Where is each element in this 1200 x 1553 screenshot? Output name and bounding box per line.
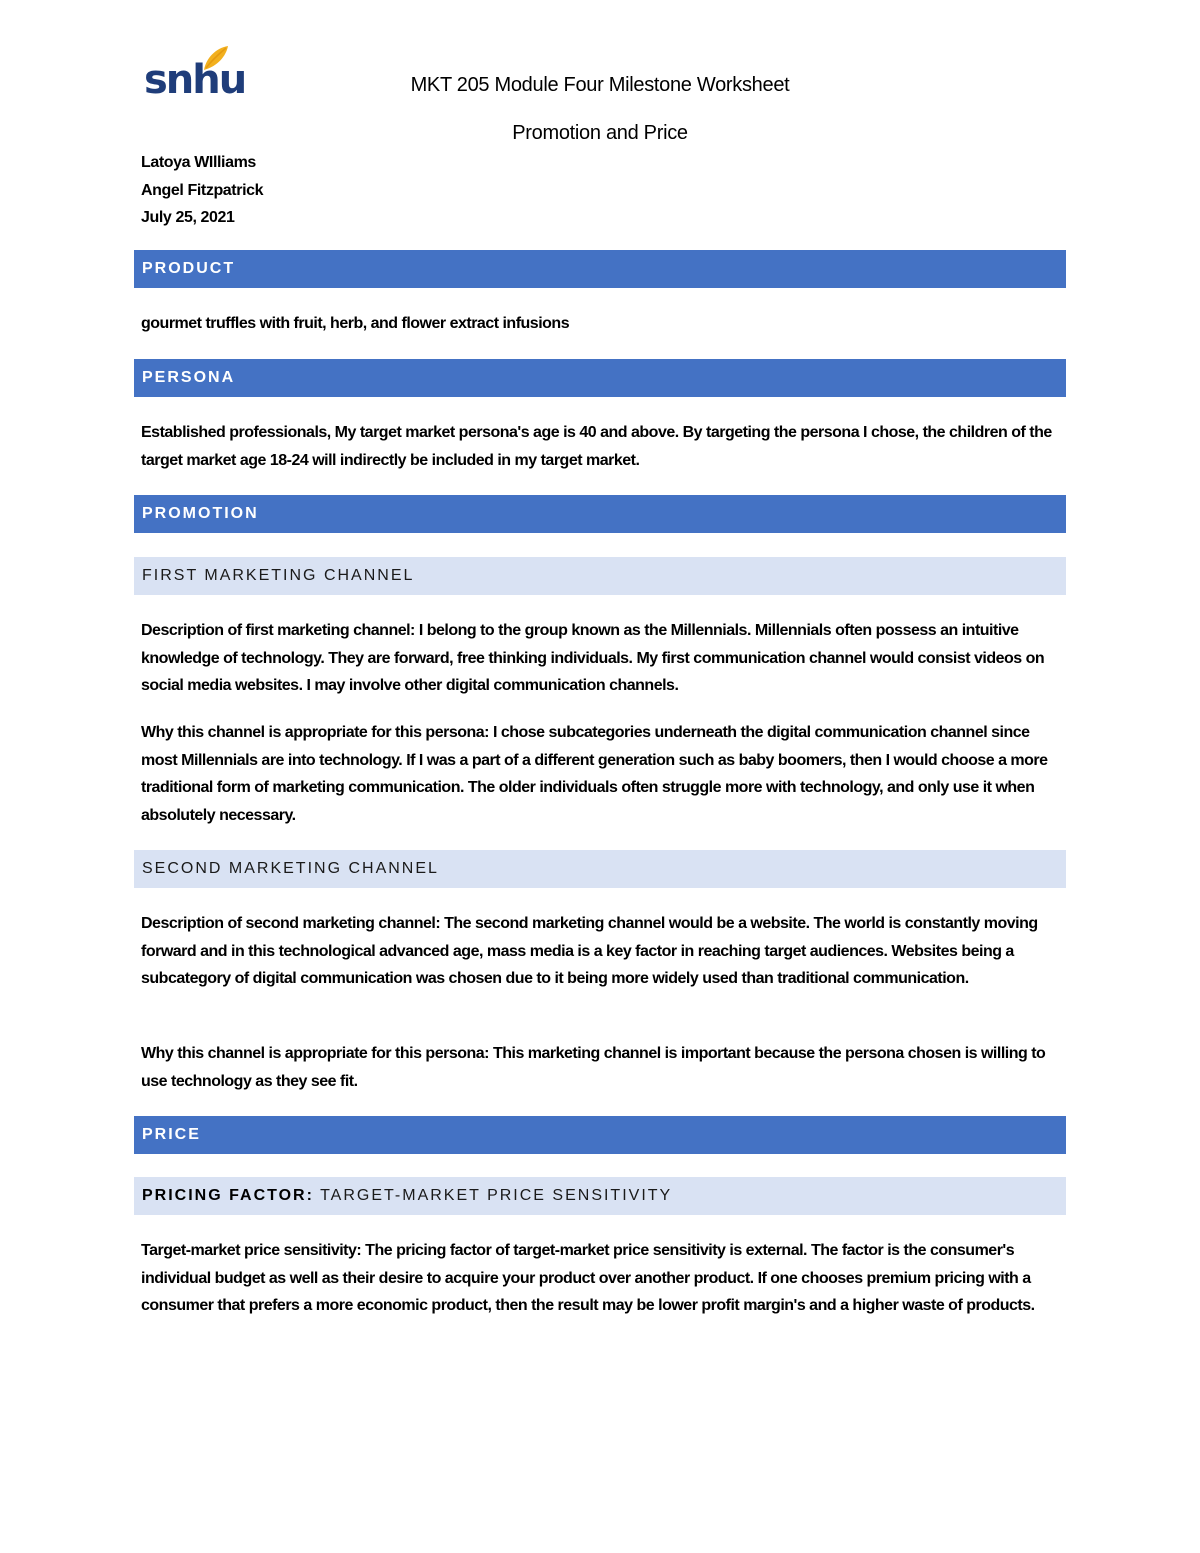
pricing-factor-label: PRICING FACTOR: <box>142 1187 314 1204</box>
subsection-header-first-channel: FIRST MARKETING CHANNEL <box>134 557 1066 595</box>
author-name-1: Latoya WIlliams <box>141 154 256 171</box>
subsection-header-second-channel: SECOND MARKETING CHANNEL <box>134 850 1066 888</box>
persona-description: Established professionals, My target market persona's age is 40 and above. By targeting the persona I chose, the children of the target market age 18-24 will indirectly be included in my target market. <box>141 424 1052 469</box>
document-date: July 25, 2021 <box>141 209 235 226</box>
document-title: MKT 205 Module Four Milestone Worksheet <box>410 74 790 96</box>
author-block <box>141 149 263 232</box>
first-channel-rationale: Why this channel is appropriate for this persona: I chose subcategories underneath the digital communication channel since most Millennials are into technology. If I was a part of a different generation such as baby boomers, then I would choose a more traditional form of marketing communication. The older individuals often struggle more with technology, and only use it when absolutely necessary. <box>141 724 1048 824</box>
second-channel-description: Description of second marketing channel: The second marketing channel would be a website. The world is constantly moving forward and in this technological advanced age, mass media is a key factor in reaching target audiences. Websites being a subcategory of digital communication was chosen due to it being more widely used than traditional communication. <box>141 915 1038 987</box>
document-subtitle: Promotion and Price <box>512 122 688 144</box>
product-description: gourmet truffles with fruit, herb, and flower extract infusions <box>141 315 570 332</box>
pricing-factor-value: TARGET-MARKET PRICE SENSITIVITY <box>313 1187 673 1204</box>
price-sensitivity-description: Target-market price sensitivity: The pricing factor of target-market price sensitivity is external. The factor is the consumer's individual budget as well as their desire to acquire your product over another product. If one chooses premium pricing with a consumer that prefers a more economic product, then the result may be lower profit margin's and a higher waste of products. <box>141 1242 1035 1314</box>
section-header-product: PRODUCT <box>134 250 1066 288</box>
subsection-header-pricing-factor <box>134 1177 1066 1215</box>
first-channel-description: Description of first marketing channel: I belong to the group known as the Millennials. Millennials often possess an intuitive knowledge of technology. They are forward, free thinking individuals. My first communication channel would consist videos on social media websites. I may involve other digital communication channels. <box>141 622 1045 694</box>
section-header-promotion: PROMOTION <box>134 495 1066 533</box>
section-header-price: PRICE <box>134 1116 1066 1154</box>
second-channel-rationale: Why this channel is appropriate for this persona: This marketing channel is important because the persona chosen is willing to use technology as they see fit. <box>141 1045 1046 1090</box>
logo-wordmark: snhu <box>144 57 246 103</box>
author-name-2: Angel Fitzpatrick <box>141 181 264 199</box>
section-header-persona: PERSONA <box>134 359 1066 397</box>
